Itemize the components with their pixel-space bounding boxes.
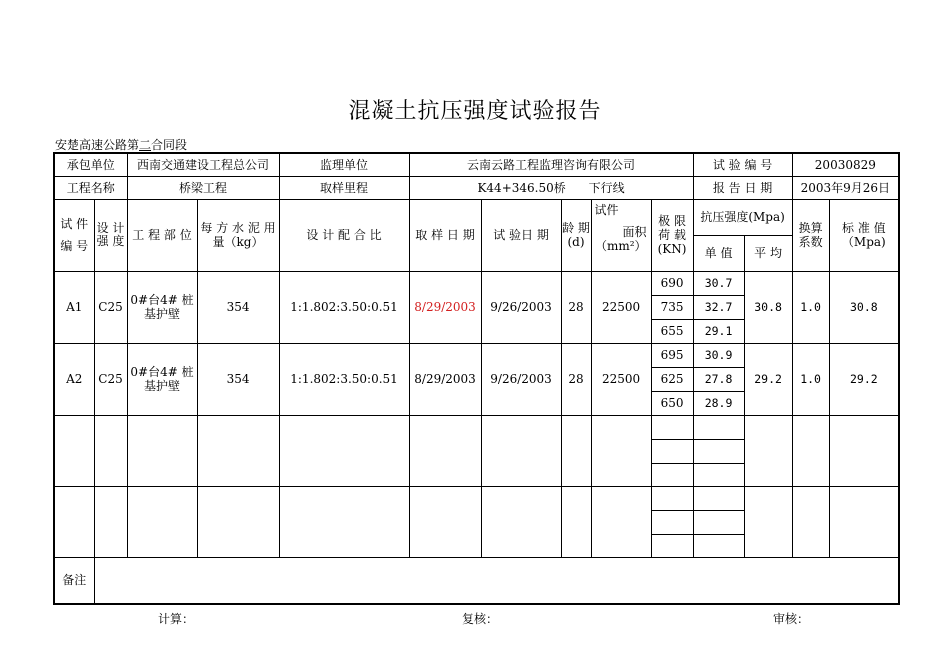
contractor-label: 承包单位 bbox=[54, 153, 127, 176]
row-mix: 1:1.802:3.50:0.51 bbox=[279, 343, 409, 415]
empty-cell bbox=[279, 415, 409, 486]
row-area: 22500 bbox=[591, 343, 651, 415]
contract-suffix: 合同段 bbox=[151, 138, 188, 152]
contract-section-line bbox=[55, 136, 187, 153]
table-row bbox=[54, 343, 899, 367]
empty-cell bbox=[693, 415, 744, 439]
test-no-value: 20030829 bbox=[792, 153, 899, 176]
row-average: 30.8 bbox=[744, 271, 792, 343]
row-area: 22500 bbox=[591, 271, 651, 343]
row-test-date: 9/26/2003 bbox=[481, 343, 561, 415]
row-age: 28 bbox=[561, 343, 591, 415]
header-row-1 bbox=[54, 153, 899, 176]
empty-cell bbox=[94, 415, 127, 486]
contract-section-number: 二 bbox=[139, 138, 152, 152]
row-factor: 1.0 bbox=[792, 343, 829, 415]
calc-signature: 计算： bbox=[158, 612, 195, 626]
col-test-date: 试 验日 期 bbox=[481, 199, 561, 271]
row-single: 28.9 bbox=[693, 391, 744, 415]
empty-cell bbox=[744, 486, 792, 557]
empty-cell bbox=[279, 486, 409, 557]
page-title: 混凝土抗压强度试验报告 bbox=[348, 99, 602, 124]
row-average: 29.2 bbox=[744, 343, 792, 415]
supervisor-value: 云南云路工程监理咨询有限公司 bbox=[409, 153, 693, 176]
row-grade: C25 bbox=[94, 271, 127, 343]
col-factor: 换算 系数 bbox=[792, 199, 829, 271]
row-cement: 354 bbox=[197, 271, 279, 343]
empty-cell bbox=[693, 534, 744, 557]
row-load: 650 bbox=[651, 391, 693, 415]
empty-cell bbox=[651, 534, 693, 557]
row-single: 27.8 bbox=[693, 367, 744, 391]
col-sample-date: 取 样 日 期 bbox=[409, 199, 481, 271]
row-standard: 29.2 bbox=[829, 343, 899, 415]
empty-cell bbox=[693, 439, 744, 463]
row-part: 0#台4# 桩基护壁 bbox=[127, 271, 197, 343]
empty-cell bbox=[651, 439, 693, 463]
empty-cell bbox=[561, 415, 591, 486]
row-load: 735 bbox=[651, 295, 693, 319]
empty-cell bbox=[651, 463, 693, 486]
column-header-row-1 bbox=[54, 199, 899, 235]
empty-cell bbox=[693, 510, 744, 534]
review-signature: 复核： bbox=[462, 612, 499, 626]
empty-row bbox=[54, 486, 899, 510]
empty-cell bbox=[829, 415, 899, 486]
empty-cell bbox=[829, 486, 899, 557]
col-part: 工 程 部 位 bbox=[127, 199, 197, 271]
empty-cell bbox=[591, 415, 651, 486]
col-average: 平 均 bbox=[744, 235, 792, 271]
row-standard: 30.8 bbox=[829, 271, 899, 343]
col-mix: 设 计 配 合 比 bbox=[279, 199, 409, 271]
col-strength: 抗压强度(Mpa) bbox=[693, 199, 792, 235]
empty-cell bbox=[651, 486, 693, 510]
row-test-date: 9/26/2003 bbox=[481, 271, 561, 343]
empty-cell bbox=[127, 415, 197, 486]
report-table bbox=[53, 152, 900, 605]
test-no-label: 试 验 编 号 bbox=[693, 153, 792, 176]
empty-cell bbox=[54, 486, 94, 557]
empty-cell bbox=[197, 415, 279, 486]
col-design-strength: 设 计 强 度 bbox=[94, 199, 127, 271]
row-load: 625 bbox=[651, 367, 693, 391]
col-area-bottom: 面积 （mm²） bbox=[594, 224, 647, 253]
empty-cell bbox=[409, 486, 481, 557]
row-cement: 354 bbox=[197, 343, 279, 415]
supervisor-label: 监理单位 bbox=[279, 153, 409, 176]
row-part: 0#台4# 桩基护壁 bbox=[127, 343, 197, 415]
table-row bbox=[54, 271, 899, 295]
row-age: 28 bbox=[561, 271, 591, 343]
col-standard: 标 准 值 （Mpa) bbox=[829, 199, 899, 271]
empty-cell bbox=[693, 463, 744, 486]
empty-cell bbox=[651, 510, 693, 534]
col-area-top: 试件 bbox=[594, 202, 619, 217]
contract-prefix: 安楚高速公路第 bbox=[55, 138, 140, 152]
empty-cell bbox=[792, 486, 829, 557]
row-load: 690 bbox=[651, 271, 693, 295]
row-load: 695 bbox=[651, 343, 693, 367]
empty-cell bbox=[197, 486, 279, 557]
empty-cell bbox=[94, 486, 127, 557]
row-sample-date: 8/29/2003 bbox=[409, 271, 481, 343]
project-label: 工程名称 bbox=[54, 176, 127, 199]
row-sample-date: 8/29/2003 bbox=[409, 343, 481, 415]
empty-cell bbox=[561, 486, 591, 557]
col-single: 单 值 bbox=[693, 235, 744, 271]
row-single: 29.1 bbox=[693, 319, 744, 343]
col-area bbox=[591, 199, 651, 271]
empty-row bbox=[54, 415, 899, 439]
row-single: 32.7 bbox=[693, 295, 744, 319]
empty-cell bbox=[591, 486, 651, 557]
empty-cell bbox=[54, 415, 94, 486]
col-cement: 每 方 水 泥 用 量（kg） bbox=[197, 199, 279, 271]
remarks-row bbox=[54, 557, 899, 604]
mileage-value: K44+346.50桥 下行线 bbox=[409, 176, 693, 199]
empty-cell bbox=[792, 415, 829, 486]
report-date-label: 报 告 日 期 bbox=[693, 176, 792, 199]
empty-cell bbox=[651, 415, 693, 439]
header-row-2 bbox=[54, 176, 899, 199]
empty-cell bbox=[481, 486, 561, 557]
col-load: 极 限 荷 载 (KN) bbox=[651, 199, 693, 271]
row-specimen-id: A2 bbox=[54, 343, 94, 415]
mileage-label: 取样里程 bbox=[279, 176, 409, 199]
audit-signature: 审核： bbox=[773, 612, 810, 626]
row-factor: 1.0 bbox=[792, 271, 829, 343]
empty-cell bbox=[693, 486, 744, 510]
project-value: 桥梁工程 bbox=[127, 176, 279, 199]
col-specimen-no: 试 件 编 号 bbox=[54, 199, 94, 271]
row-grade: C25 bbox=[94, 343, 127, 415]
row-load: 655 bbox=[651, 319, 693, 343]
row-specimen-id: A1 bbox=[54, 271, 94, 343]
empty-cell bbox=[127, 486, 197, 557]
empty-cell bbox=[481, 415, 561, 486]
contractor-value: 西南交通建设工程总公司 bbox=[127, 153, 279, 176]
empty-cell bbox=[409, 415, 481, 486]
row-single: 30.9 bbox=[693, 343, 744, 367]
remarks-field bbox=[94, 557, 899, 604]
report-date-value: 2003年9月26日 bbox=[792, 176, 899, 199]
row-single: 30.7 bbox=[693, 271, 744, 295]
empty-cell bbox=[744, 415, 792, 486]
row-mix: 1:1.802:3.50:0.51 bbox=[279, 271, 409, 343]
col-age: 龄 期 (d) bbox=[561, 199, 591, 271]
remarks-label: 备注 bbox=[54, 557, 94, 604]
